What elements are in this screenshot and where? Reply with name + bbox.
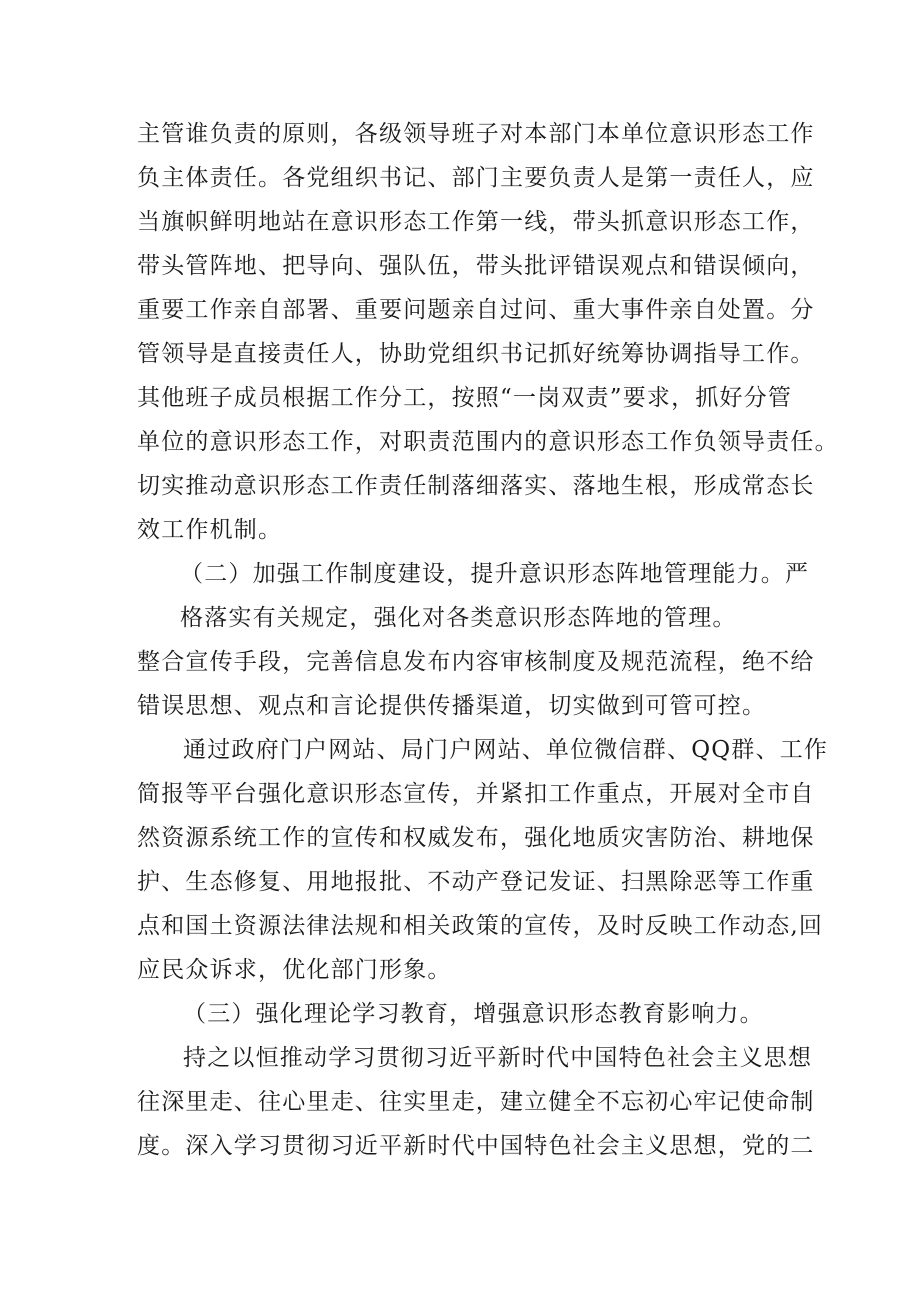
section-heading: （二）加强工作制度建设，提升意识形态阵地管理能力。严 <box>180 561 810 587</box>
text-line: 切实推动意识形态工作责任制落细落实、落地生根，形成常态长 <box>137 473 815 499</box>
text-line: 其他班子成员根据工作分工，按照“一岗双责”要求，抓好分管 <box>137 385 793 411</box>
text-line: 带头管阵地、把导向、强队伍，带头批评错误观点和错误倾向， <box>137 253 815 279</box>
text-line: 往深里走、往心里走、往实里走，建立健全不忘初心牢记使命制 <box>137 1089 815 1115</box>
text-line: 当旗帜鲜明地站在意识形态工作第一线，带头抓意识形态工作， <box>137 209 815 235</box>
text-line: 然资源系统工作的宣传和权威发布，强化地质灾害防治、耕地保 <box>137 825 815 851</box>
text-line: 错误思想、观点和言论提供传播渠道，切实做到可管可控。 <box>137 693 767 719</box>
text-line: 通过政府门户网站、局门户网站、单位微信群、QQ群、工作 <box>183 737 829 763</box>
text-line: 管领导是直接责任人，协助党组织书记抓好统筹协调指导工作。 <box>137 341 815 367</box>
text-line: 重要工作亲自部署、重要问题亲自过问、重大事件亲自处置。分 <box>137 297 815 323</box>
text-line: 应民众诉求，优化部门形象。 <box>137 957 452 983</box>
text-line: 点和国土资源法律法规和相关政策的宣传，及时反映工作动态,回 <box>137 913 824 939</box>
text-line: 格落实有关规定，强化对各类意识形态阵地的管理。 <box>180 605 737 631</box>
text-line: 护、生态修复、用地报批、不动产登记发证、扫黑除恶等工作重 <box>137 869 815 895</box>
text-line: 单位的意识形态工作，对职责范围内的意识形态工作负领导责任。 <box>137 429 839 455</box>
text-line: 整合宣传手段，完善信息发布内容审核制度及规范流程，绝不给 <box>137 649 815 675</box>
section-heading: （三）强化理论学习教育，增强意识形态教育影响力。 <box>183 1001 764 1027</box>
text-line: 负主体责任。各党组织书记、部门主要负责人是第一责任人，应 <box>137 165 815 191</box>
text-line: 度。深入学习贯彻习近平新时代中国特色社会主义思想，党的二 <box>137 1133 815 1159</box>
text-line: 简报等平台强化意识形态宣传，并紧扣工作重点，开展对全市自 <box>137 781 815 807</box>
text-line: 效工作机制。 <box>137 517 283 543</box>
text-line: 主管谁负责的原则，各级领导班子对本部门本单位意识形态工作 <box>137 121 815 147</box>
text-line: 持之以恒推动学习贯彻习近平新时代中国特色社会主义思想 <box>183 1045 813 1071</box>
